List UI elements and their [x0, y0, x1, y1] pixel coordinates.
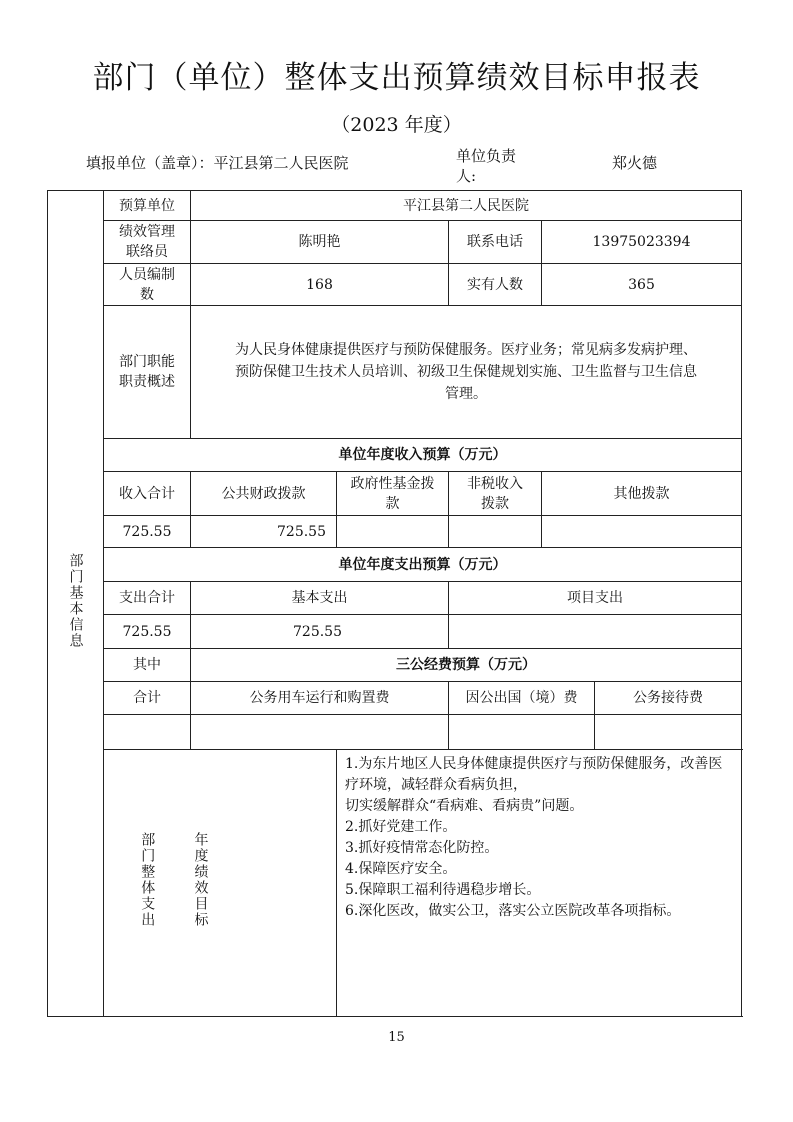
- income-gov-fund-header-line2: 款: [385, 495, 400, 512]
- section-goals-outer-label: 部门整体支出: [139, 832, 156, 928]
- of-which-label: 其中: [104, 649, 191, 682]
- responsible-label: [456, 146, 516, 186]
- income-other-header: 其他拨款: [542, 472, 742, 516]
- three-public-reception-header: 公务接待费: [595, 682, 742, 715]
- responsible-label-line1: 单位负责: [456, 147, 517, 165]
- three-public-vehicles-header: 公务用车运行和购置费: [191, 682, 449, 715]
- income-gov-fund-value: [337, 516, 449, 548]
- income-non-tax-header-line1: 非税收入: [467, 475, 523, 492]
- duties-text-line3: 管理。: [445, 386, 487, 402]
- expense-basic-value: 725.55: [191, 615, 449, 649]
- goals-item: 1.为东片地区人民身体健康提供医疗与预防保健服务，改善医疗环境，减轻群众看病负担，: [345, 756, 723, 793]
- three-public-heading: 三公经费预算（万元）: [191, 649, 742, 682]
- expense-heading: 单位年度支出预算（万元）: [104, 548, 742, 582]
- goals-item: 2.抓好党建工作。: [345, 819, 457, 835]
- expense-total-value: 725.55: [104, 615, 191, 649]
- responsible-name: 郑火德: [612, 154, 658, 172]
- row-income-headers: [48, 472, 742, 516]
- fill-unit-label: 填报单位（盖章）：平江县第二人民医院: [86, 154, 349, 172]
- goals-item: 6.深化医改，做实公卫，落实公立医院改革各项指标。: [345, 903, 681, 919]
- row-staff: [48, 264, 742, 306]
- staff-quota-label-line2: 数: [140, 286, 154, 303]
- duties-label-line2: 职责概述: [119, 374, 175, 390]
- duties-text-line1: 为人民身体健康提供医疗与预防保健服务。医疗业务；常见病多发病护理、: [235, 342, 697, 358]
- three-public-total-value: [104, 715, 191, 750]
- section-goals-inner-label: 年度绩效目标: [192, 832, 209, 928]
- goals-item: 3.抓好疫情常态化防控。: [345, 840, 499, 856]
- budget-unit-value: 平江县第二人民医院: [191, 191, 742, 221]
- contact-value: 陈明艳: [191, 221, 449, 264]
- page-title: 部门（单位）整体支出预算绩效目标申报表: [92, 60, 701, 96]
- actual-staff-value: 365: [542, 264, 742, 306]
- row-income-values: [48, 516, 742, 548]
- three-public-reception-value: [595, 715, 742, 750]
- goals-item: 5.保障职工福利待遇稳步增长。: [345, 882, 541, 898]
- three-public-overseas-header: 因公出国（境）费: [449, 682, 595, 715]
- duties-text-line2: 预防保健卫生技术人员培训、初级卫生保健规划实施、卫生监督与卫生信息: [235, 364, 697, 380]
- income-non-tax-value: [449, 516, 542, 548]
- staff-quota-label: [104, 264, 191, 306]
- row-three-public-headers: [48, 682, 742, 715]
- phone-value: 13975023394: [542, 221, 742, 264]
- three-public-vehicles-value: [191, 715, 449, 750]
- row-income-heading: [48, 439, 742, 472]
- budget-unit-label: 预算单位: [104, 191, 191, 221]
- expense-total-header: 支出合计: [104, 582, 191, 615]
- income-public-finance-value: 725.55: [191, 516, 337, 548]
- phone-label: 联系电话: [449, 221, 542, 264]
- section-goals-inner: [191, 750, 337, 1017]
- row-expense-headers: [48, 582, 742, 615]
- expense-project-value: [449, 615, 742, 649]
- income-gov-fund-header-line1: 政府性基金拨: [350, 475, 435, 492]
- staff-quota-label-line1: 人员编制: [119, 266, 175, 283]
- goals-item: 切实缓解群众“看病难、看病贵”问题。: [345, 798, 584, 814]
- goals-text: [337, 750, 742, 1017]
- row-three-public-heading: [48, 649, 742, 682]
- section-basic-info: [48, 191, 104, 1017]
- expense-basic-header: 基本支出: [191, 582, 449, 615]
- income-gov-fund-header: [337, 472, 449, 516]
- row-budget-unit: [48, 191, 742, 221]
- duties-label: [104, 306, 191, 439]
- income-total-header: 收入合计: [104, 472, 191, 516]
- goals-item: 4.保障医疗安全。: [345, 861, 457, 877]
- row-three-public-values: [48, 715, 742, 750]
- income-non-tax-header: [449, 472, 542, 516]
- page-number: 15: [388, 1030, 405, 1045]
- performance-table: [47, 190, 742, 1017]
- responsible-label-line2: 人:: [456, 167, 477, 185]
- section-basic-info-label: 部门基本信息: [67, 552, 84, 649]
- row-expense-heading: [48, 548, 742, 582]
- income-other-value: [542, 516, 742, 548]
- actual-staff-label: 实有人数: [449, 264, 542, 306]
- income-heading: 单位年度收入预算（万元）: [104, 439, 742, 472]
- income-public-finance-header: 公共财政拨款: [191, 472, 337, 516]
- section-goals-outer: [104, 750, 191, 1017]
- row-duties: [48, 306, 742, 439]
- duties-label-line1: 部门职能: [119, 354, 175, 370]
- contact-label: [104, 221, 191, 264]
- row-contact: [48, 221, 742, 264]
- year-subtitle: （2023 年度）: [331, 114, 462, 136]
- duties-text: [191, 306, 742, 439]
- row-goals: [48, 750, 742, 1017]
- contact-label-line2: 联络员: [126, 244, 168, 260]
- contact-label-line1: 绩效管理: [119, 224, 175, 240]
- three-public-total-header: 合计: [104, 682, 191, 715]
- staff-quota-value: 168: [191, 264, 449, 306]
- income-total-value: 725.55: [104, 516, 191, 548]
- income-non-tax-header-line2: 拨款: [481, 495, 509, 512]
- row-expense-values: [48, 615, 742, 649]
- three-public-overseas-value: [449, 715, 595, 750]
- expense-project-header: 项目支出: [449, 582, 742, 615]
